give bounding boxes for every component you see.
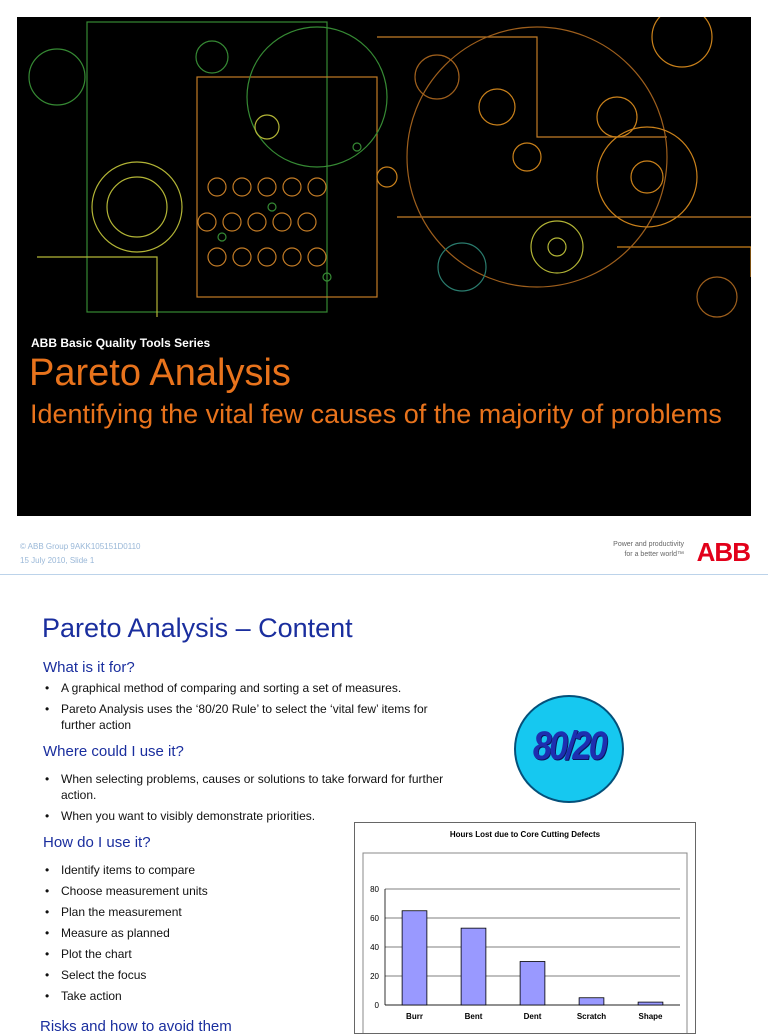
slide-title: Pareto Analysis <box>29 352 291 394</box>
y-tick-label: 40 <box>370 943 379 952</box>
bar-scratch <box>579 998 604 1005</box>
tagline-line-1: Power and productivity <box>613 541 684 548</box>
list-item: • Plot the chart <box>45 946 465 962</box>
list-item: • Select the focus <box>45 967 465 983</box>
list-item: • A graphical method of comparing and sorting a set of measures. <box>45 680 465 696</box>
list-item: • Plan the measurement <box>45 904 465 920</box>
bullet-list-what <box>45 680 465 738</box>
list-item: • When you want to visibly demonstrate priorities. <box>45 808 465 824</box>
slide-footer <box>20 540 141 568</box>
series-label: ABB Basic Quality Tools Series <box>31 336 211 350</box>
abb-logo: ABB <box>696 537 750 567</box>
x-tick-label: Bent <box>464 1012 483 1021</box>
slide-subtitle: Identifying the vital few causes of the majority of problems <box>30 399 722 429</box>
section-heading-how: How do I use it? <box>43 834 151 851</box>
bar-bent <box>461 928 486 1005</box>
x-tick-label: Burr <box>406 1012 423 1021</box>
eighty-twenty-badge <box>514 695 624 803</box>
badge-text: 80/20 <box>532 724 606 768</box>
slide-divider <box>0 574 768 575</box>
bullet-list-where <box>45 771 465 829</box>
section-heading-what: What is it for? <box>43 659 135 676</box>
x-tick-label: Shape <box>638 1012 663 1021</box>
y-tick-label: 20 <box>370 972 379 981</box>
y-tick-label: 80 <box>370 885 379 894</box>
section-heading-where: Where could I use it? <box>43 743 184 760</box>
chart-frame <box>354 822 696 1034</box>
bar-shape <box>638 1002 663 1005</box>
list-item: • Take action <box>45 988 465 1004</box>
y-tick-label: 0 <box>374 1001 379 1010</box>
tagline-line-2: for a better world™ <box>624 551 684 558</box>
footer-date: 15 July 2010, Slide 1 <box>20 556 95 565</box>
x-tick-label: Dent <box>523 1012 542 1021</box>
y-tick-label: 60 <box>370 914 379 923</box>
chart-title: Hours Lost due to Core Cutting Defects <box>449 830 601 839</box>
section-heading-risks: Risks and how to avoid them <box>40 1018 232 1035</box>
bar-chart <box>355 823 695 1033</box>
bar-dent <box>520 962 545 1006</box>
title-slide <box>17 17 751 516</box>
list-item: • Identify items to compare <box>45 862 465 878</box>
content-title: Pareto Analysis – Content <box>42 613 353 643</box>
brand-block <box>560 537 750 567</box>
list-item: • Choose measurement units <box>45 883 465 899</box>
list-item: • When selecting problems, causes or solutions to take forward for further action. <box>45 771 465 803</box>
list-item: • Measure as planned <box>45 925 465 941</box>
machinery-illustration <box>17 17 751 321</box>
bar-burr <box>402 911 427 1005</box>
list-item: • Pareto Analysis uses the ‘80/20 Rule’ to select the ‘vital few’ items for further action <box>45 701 465 733</box>
x-tick-label: Scratch <box>576 1012 607 1021</box>
footer-copyright: © ABB Group 9AKK105151D0110 <box>20 542 141 551</box>
tagline <box>613 540 684 560</box>
